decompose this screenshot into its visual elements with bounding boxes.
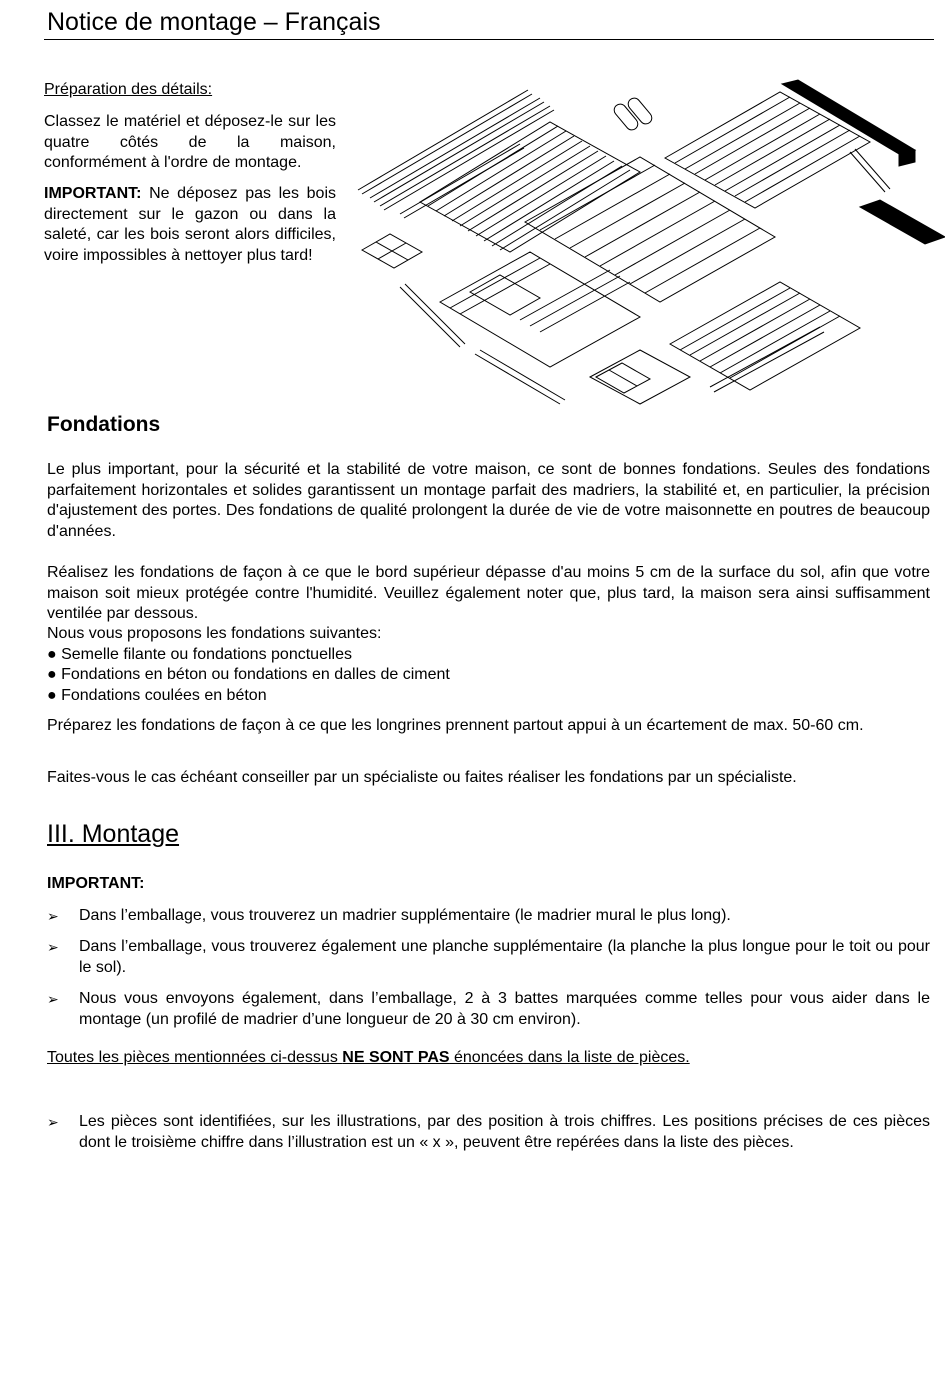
wall-panel-with-window-opening bbox=[440, 252, 640, 367]
preparation-important-paragraph bbox=[44, 184, 336, 266]
important-text: Ne déposez pas les bois directement sur le gazon ou dans la saleté, car les bois seront alors difficiles, voire impossibles à nettoyer plus tard! bbox=[44, 185, 336, 264]
fondations-paragraph-2: Réalisez les fondations de façon à ce que le bord supérieur dépasse d'au moins 5 cm de la surface du sol, afin que votre maison soit mieux protégée contre l'humidité. Veuillez également noter que, plus tard, la maison sera ainsi suffisamment ventilée par dessous. bbox=[47, 564, 930, 622]
note-emphasis: NE SONT PAS bbox=[342, 1049, 450, 1066]
list-item-text: Nous vous envoyons également, dans l’emballage, 2 à 3 battes marquées comme telles pour vous aider dans le montage (un profilé de madrier d’une longueur de 20 à 30 cm environ). bbox=[79, 990, 930, 1028]
title-underline bbox=[44, 39, 934, 40]
list-item-text: Dans l’emballage, vous trouverez également une planche supplémentaire (la planche la plus longue pour le toit ou pour le sol). bbox=[79, 938, 930, 976]
wall-panel-left bbox=[420, 122, 640, 252]
list-item: ● Fondations en béton ou fondations en dalles de ciment bbox=[47, 666, 450, 683]
wall-panel-front-right bbox=[670, 282, 860, 390]
arrow-bullet-icon: ➢ bbox=[47, 991, 59, 1007]
door-panel bbox=[590, 350, 690, 404]
parts-list-note bbox=[47, 1049, 690, 1067]
list-item bbox=[47, 1112, 930, 1153]
montage-important-label: IMPORTANT: bbox=[47, 875, 145, 892]
list-item bbox=[47, 937, 930, 978]
list-item-text: Dans l’emballage, vous trouverez un madrier supplémentaire (le madrier mural le plus long). bbox=[79, 907, 731, 924]
list-item bbox=[47, 989, 930, 1030]
arrow-bullet-icon: ➢ bbox=[47, 939, 59, 955]
fondations-paragraph-3: Préparez les fondations de façon à ce que les longrines prennent partout appui à un écartement de max. 50-60 cm. bbox=[47, 717, 864, 734]
list-item bbox=[47, 906, 930, 927]
fondations-proposal-list bbox=[47, 624, 930, 706]
list-item: ● Fondations coulées en béton bbox=[47, 686, 267, 704]
note-text-start: Toutes les pièces mentionnées ci-dessus bbox=[47, 1049, 343, 1066]
arrow-bullet-icon: ➢ bbox=[47, 908, 59, 924]
proposal-intro: Nous vous proposons les fondations suivantes: bbox=[47, 625, 382, 642]
fondations-heading: Fondations bbox=[47, 413, 161, 436]
insulation-rolls bbox=[612, 96, 654, 133]
list-item: ● Semelle filante ou fondations ponctuelles bbox=[47, 645, 352, 663]
assembly-parts-illustration bbox=[350, 72, 945, 412]
floor-panel-center bbox=[525, 157, 775, 302]
window-panel bbox=[362, 234, 422, 268]
preparation-heading: Préparation des détails: bbox=[44, 81, 213, 98]
list-item-text: Les pièces sont identifiées, sur les illustrations, par des position à trois chiffres. Les positions précises de ces pièces dont le troisième chiffre dans l’illustration est un « x », peuvent être repérées dans la liste des pièces. bbox=[79, 1113, 930, 1151]
arrow-bullet-icon: ➢ bbox=[47, 1114, 59, 1130]
stacked-boards-top-right bbox=[782, 80, 915, 166]
page-title: Notice de montage – Français bbox=[47, 8, 381, 36]
note-text-end: énoncées dans la liste de pièces. bbox=[449, 1049, 690, 1066]
fondations-paragraph-1: Le plus important, pour la sécurité et la stabilité de votre maison, ce sont de bonnes fondations. Seules des fondations parfaitement horizontales et solides garantissent un montage parfait des madriers, la stabilité et, en particulier, la précision d'ajustement des portes. Des fondations de qualité prolongent la durée de vie de votre maisonnette en poutres de beaucoup d'années. bbox=[47, 461, 930, 540]
important-label: IMPORTANT: bbox=[44, 185, 142, 202]
fondations-paragraph-4: Faites-vous le cas échéant conseiller par un spécialiste ou faites réaliser les fondations par un spécialiste. bbox=[47, 769, 797, 786]
preparation-paragraph: Classez le matériel et déposez-le sur les quatre côtés de la maison, conformément à l'ordre de montage. bbox=[44, 113, 336, 171]
montage-heading: III. Montage bbox=[47, 820, 180, 848]
boards-bundle-right bbox=[860, 200, 945, 244]
